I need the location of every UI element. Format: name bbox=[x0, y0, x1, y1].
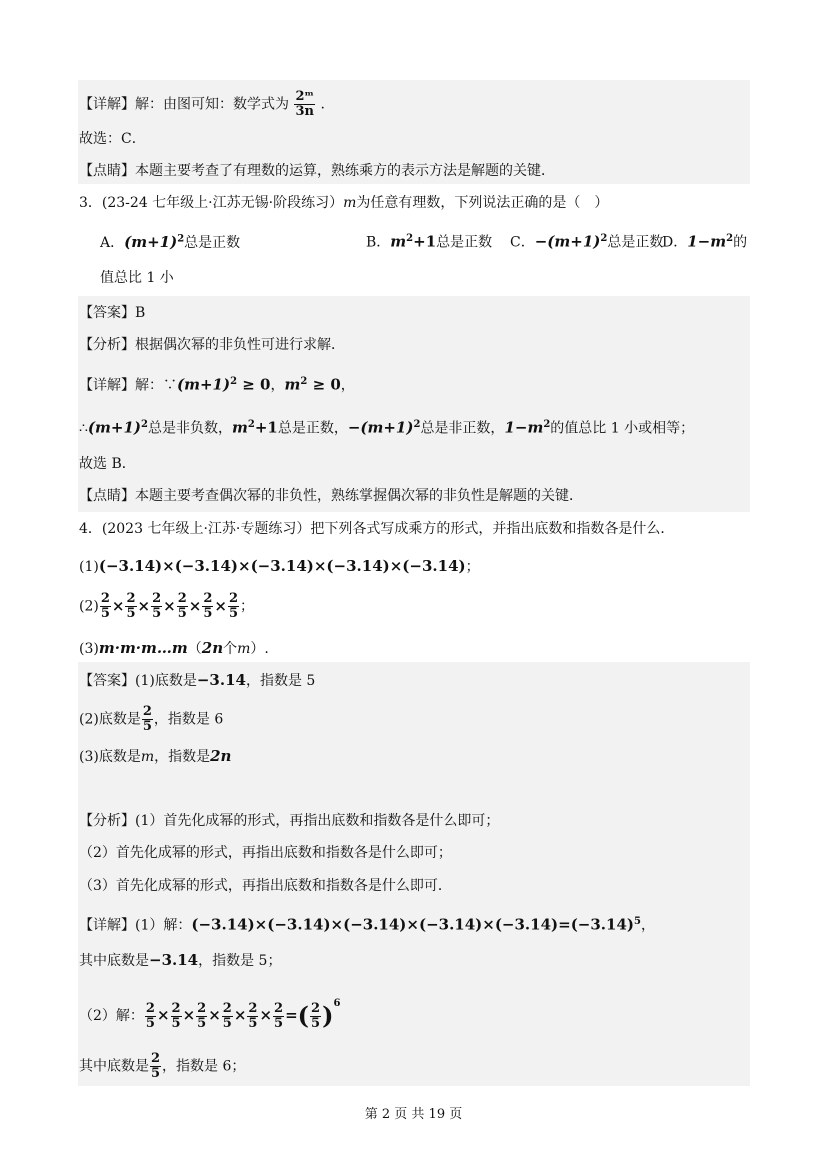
operator: × bbox=[214, 596, 227, 615]
therefore-symbol: ∴ bbox=[79, 420, 88, 437]
math: −(m+1) bbox=[347, 418, 414, 437]
operator: × bbox=[188, 596, 202, 615]
fraction bbox=[125, 592, 136, 621]
fraction-denominator: 5 bbox=[311, 1015, 321, 1031]
exponent: 2 bbox=[177, 233, 185, 244]
fraction-product bbox=[144, 998, 341, 1031]
option-c-math: −(m+1) bbox=[534, 232, 601, 251]
variable: m bbox=[237, 641, 251, 657]
exponent: 2 bbox=[726, 233, 734, 244]
fraction-product bbox=[99, 591, 240, 621]
math: 2n bbox=[201, 639, 224, 657]
fraction bbox=[100, 592, 111, 621]
option-d-label: D． bbox=[662, 234, 688, 251]
option-b-math: m bbox=[390, 232, 407, 251]
fraction-denominator: 5 bbox=[142, 719, 152, 734]
fraction bbox=[310, 1002, 321, 1031]
fraction-numerator: 2 bbox=[126, 591, 136, 606]
fraction-numerator: 2 bbox=[222, 1000, 232, 1016]
exponent: 2 bbox=[230, 376, 238, 387]
fraction bbox=[222, 1002, 233, 1031]
option-a-label: A． bbox=[100, 234, 125, 251]
text: 总是非负数， bbox=[147, 420, 232, 437]
option-d-text: 的 bbox=[733, 234, 748, 251]
fraction bbox=[145, 1002, 156, 1031]
fraction-denominator: 5 bbox=[152, 606, 162, 621]
fraction-numerator: 2ᵐ bbox=[295, 89, 314, 104]
variable: m bbox=[343, 195, 357, 211]
math: ≥ 0 bbox=[237, 375, 271, 394]
text: ，指数是 6 bbox=[153, 711, 224, 728]
detail-base-2 bbox=[79, 1052, 245, 1081]
exponent: 2 bbox=[406, 233, 414, 244]
option-b-label: B． bbox=[366, 234, 391, 251]
answer-line: 故选：C． bbox=[79, 131, 146, 147]
text: 的值总比 1 小或相等； bbox=[550, 420, 695, 437]
option-c-text: 总是正数 bbox=[607, 234, 664, 251]
answer-line: 故选 B． bbox=[79, 456, 136, 472]
separator: ； bbox=[240, 598, 255, 615]
separator: ， bbox=[340, 377, 355, 394]
fraction-numerator: 2 bbox=[177, 591, 187, 606]
text: ，指数是 bbox=[154, 749, 211, 765]
fraction-numerator: 2 bbox=[248, 1000, 258, 1016]
text: 其中底数是 bbox=[79, 1058, 149, 1075]
fraction bbox=[151, 592, 162, 621]
fraction-numerator: 2 bbox=[197, 1000, 207, 1016]
fraction-denominator: 5 bbox=[248, 1015, 258, 1031]
text: 个 bbox=[223, 641, 238, 657]
fraction-denominator: 5 bbox=[197, 1015, 207, 1031]
exponent: 2 bbox=[247, 419, 255, 430]
fraction-denominator: 5 bbox=[222, 1015, 232, 1031]
exponent: 5 bbox=[634, 916, 641, 927]
fraction-numerator: 2 bbox=[100, 591, 110, 606]
detail-line bbox=[79, 90, 325, 119]
fraction bbox=[177, 592, 188, 621]
fraction bbox=[273, 1002, 284, 1031]
fraction-numerator: 2 bbox=[142, 704, 152, 719]
analysis-line-3: （3）首先化成幂的形式，再指出底数和指数各是什么即可． bbox=[79, 878, 452, 894]
separator: ， bbox=[640, 917, 655, 934]
detail-line bbox=[79, 372, 355, 396]
operator: = bbox=[285, 1006, 298, 1024]
exponent: 2 bbox=[413, 419, 421, 430]
fraction-denominator: 5 bbox=[100, 606, 110, 621]
answer-line-2 bbox=[79, 705, 223, 734]
math: −3.14 bbox=[149, 951, 199, 969]
text: ，指数是 5 bbox=[245, 673, 316, 689]
question-number: 3．(23-24 七年级上·江苏无锡·阶段练习） bbox=[79, 195, 344, 211]
option-b-text: 总是正数 bbox=[436, 234, 493, 251]
paren: （ bbox=[187, 641, 202, 657]
fraction bbox=[247, 1002, 258, 1031]
text: 其中底数是 bbox=[79, 953, 149, 969]
fraction-denominator: 5 bbox=[145, 1015, 155, 1031]
conclusion-line bbox=[79, 415, 694, 439]
item-label: (3) bbox=[79, 641, 99, 657]
item-label: (1) bbox=[79, 559, 99, 575]
fraction bbox=[228, 592, 239, 621]
math: (m+1) bbox=[177, 375, 231, 394]
math: (−3.14)×(−3.14)×(−3.14)×(−3.14)×(−3.14) bbox=[98, 557, 466, 575]
fraction-numerator: 2 bbox=[228, 591, 239, 606]
fraction-denominator: 5 bbox=[151, 1066, 161, 1081]
fraction-denominator: 5 bbox=[203, 606, 213, 621]
answer-line-3 bbox=[79, 746, 231, 767]
math: −3.14 bbox=[196, 671, 246, 689]
exponent: 6 bbox=[333, 998, 341, 1009]
paren: ) bbox=[322, 1001, 334, 1030]
fraction-denominator: 5 bbox=[177, 606, 187, 621]
exponent: 2 bbox=[543, 419, 551, 430]
option-b-plus: +1 bbox=[413, 232, 437, 251]
item-label: (2) bbox=[79, 598, 99, 615]
operator: × bbox=[163, 596, 176, 615]
page-footer: 第 2 页 共 19 页 bbox=[364, 1107, 463, 1122]
fraction bbox=[142, 705, 153, 734]
text: 总是非正数， bbox=[420, 420, 505, 437]
text: （2）解： bbox=[79, 1008, 144, 1024]
operator: × bbox=[259, 1006, 273, 1024]
text: 【答案】(1)底数是 bbox=[79, 673, 197, 689]
analysis-line-2: （2）首先化成幂的形式，再指出底数和指数各是什么即可； bbox=[79, 845, 452, 861]
exponent: 2 bbox=[600, 233, 608, 244]
math: m bbox=[284, 375, 301, 394]
exponent: 2 bbox=[141, 419, 148, 430]
math: (−3.14)×(−3.14)×(−3.14)×(−3.14)×(−3.14)=(−3.14) bbox=[191, 915, 634, 934]
detail-line-2 bbox=[79, 994, 340, 1031]
item-3 bbox=[79, 638, 269, 659]
math: 2n bbox=[210, 747, 232, 765]
fraction-numerator: 2 bbox=[203, 591, 213, 606]
fraction-numerator: 2 bbox=[151, 1051, 161, 1066]
exponent: 2 bbox=[300, 376, 308, 387]
analysis-line: 【分析】根据偶次幂的非负性可进行求解． bbox=[79, 337, 345, 353]
operator: × bbox=[233, 1006, 247, 1024]
paren: ）. bbox=[250, 641, 269, 657]
option-d bbox=[662, 229, 747, 253]
text: (2)底数是 bbox=[79, 711, 141, 728]
analysis-line-1: 【分析】(1）首先化成幂的形式，再指出底数和指数各是什么即可； bbox=[79, 813, 500, 829]
answer-line-1 bbox=[79, 670, 315, 691]
fraction bbox=[202, 592, 213, 621]
text: ，指数是 6； bbox=[162, 1058, 246, 1075]
option-a bbox=[100, 232, 241, 251]
item-2 bbox=[79, 592, 254, 621]
text: 总是正数， bbox=[277, 420, 348, 437]
text: 【详解】(1）解： bbox=[79, 917, 192, 934]
option-c-label: C． bbox=[510, 234, 535, 251]
math: m bbox=[231, 418, 248, 437]
detail-line-1 bbox=[79, 912, 655, 936]
solution-block-3 bbox=[78, 296, 750, 512]
fraction bbox=[150, 1052, 161, 1081]
fraction bbox=[171, 1002, 182, 1031]
operator: × bbox=[182, 1006, 196, 1024]
variable: m bbox=[140, 749, 155, 765]
fraction-denominator: 5 bbox=[171, 1015, 181, 1031]
fraction-denominator: 5 bbox=[228, 606, 239, 621]
options-line bbox=[100, 229, 748, 253]
operator: × bbox=[208, 1006, 221, 1024]
fraction-denominator: 3n bbox=[295, 104, 314, 119]
detail-text: 【详解】解：由图可知：数学式为 bbox=[79, 96, 289, 113]
fraction-denominator: 5 bbox=[274, 1015, 284, 1031]
comment-line: 【点睛】本题主要考查偶次幂的非负性，熟练掌握偶次幂的非负性是解题的关键． bbox=[79, 488, 583, 504]
fraction-numerator: 2 bbox=[145, 1000, 155, 1016]
fraction bbox=[294, 90, 315, 119]
item-1 bbox=[79, 556, 480, 577]
answer-line: 【答案】B bbox=[79, 305, 146, 321]
separator: ， bbox=[270, 377, 285, 394]
option-c bbox=[510, 229, 663, 253]
text: (3)底数是 bbox=[79, 749, 141, 765]
operator: × bbox=[111, 596, 125, 615]
fraction-denominator: 5 bbox=[126, 606, 136, 621]
operator: × bbox=[137, 596, 151, 615]
fraction-numerator: 2 bbox=[171, 1000, 181, 1016]
fraction bbox=[196, 1002, 207, 1031]
option-a-math: (m+1) bbox=[124, 232, 178, 251]
fraction-numerator: 2 bbox=[152, 591, 162, 606]
fraction-numerator: 2 bbox=[311, 1000, 321, 1016]
math: m·m·m…m bbox=[98, 639, 188, 657]
option-d-continued: 值总比 1 小 bbox=[100, 270, 174, 286]
option-d-math: 1−m bbox=[687, 232, 727, 251]
math: 1−m bbox=[504, 418, 544, 437]
question-text: 为任意有理数，下列说法正确的是（ ） bbox=[356, 195, 609, 211]
question-3-stem bbox=[79, 193, 608, 213]
detail-text: 【详解】解：∵ bbox=[79, 377, 177, 394]
text: ，指数是 5； bbox=[198, 953, 282, 969]
detail-suffix: . bbox=[320, 96, 325, 113]
detail-base-1 bbox=[79, 950, 281, 971]
math: (m+1) bbox=[87, 418, 141, 437]
comment-line: 【点睛】本题主要考查了有理数的运算，熟练乘方的表示方法是解题的关键． bbox=[79, 163, 555, 179]
option-b bbox=[366, 229, 492, 253]
math: +1 bbox=[254, 418, 278, 437]
question-4-stem: 4．(2023 七年级上·江苏·专题练习）把下列各式写成乘方的形式，并指出底数和指数各是什么． bbox=[79, 521, 675, 537]
option-a-text: 总是正数 bbox=[184, 234, 241, 251]
paren: ( bbox=[297, 1001, 310, 1030]
operator: × bbox=[156, 1006, 170, 1024]
separator: ； bbox=[465, 559, 480, 575]
math: ≥ 0 bbox=[307, 375, 341, 394]
fraction-numerator: 2 bbox=[274, 1000, 284, 1016]
